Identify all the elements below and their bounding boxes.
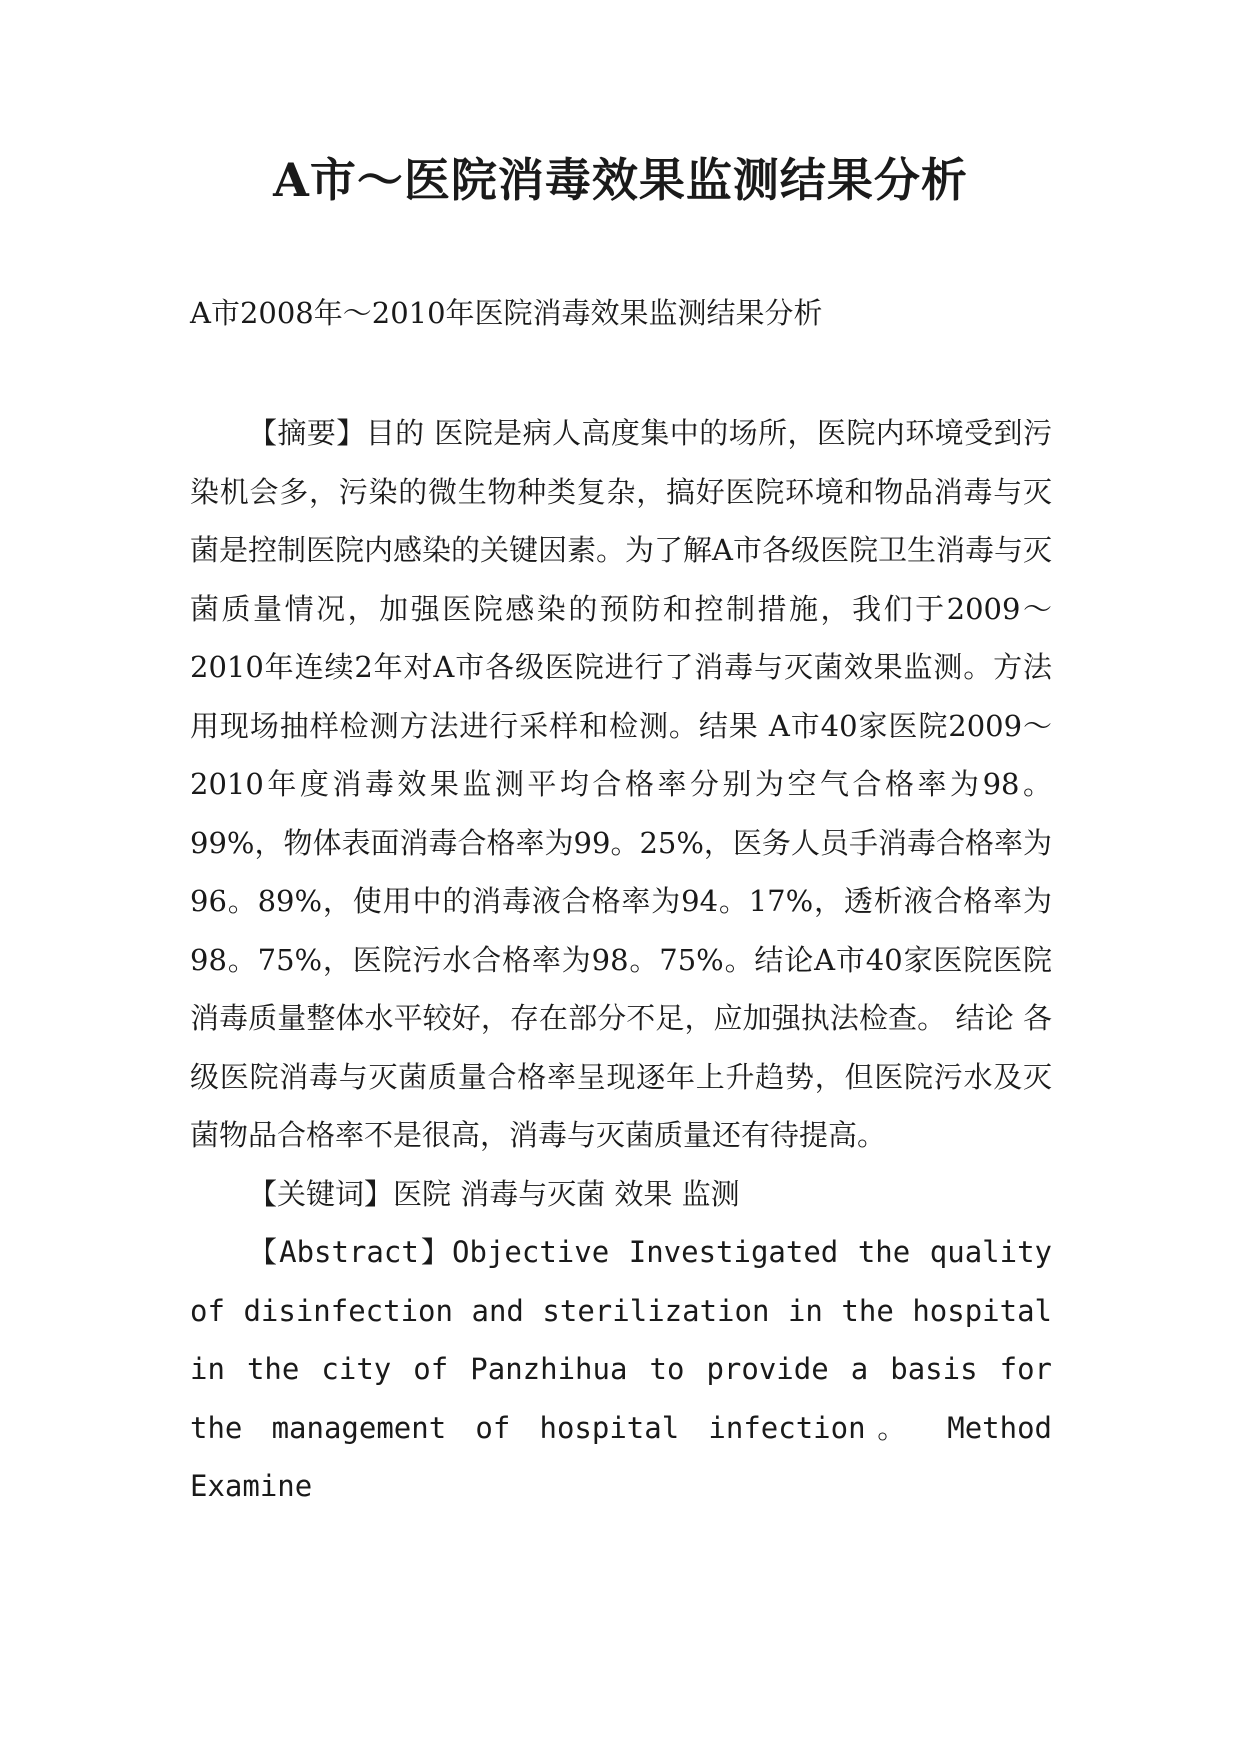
abstract-paragraph-cn: 【摘要】目的 医院是病人高度集中的场所，医院内环境受到污染机会多，污染的微生物种类复杂，搞好医院环境和物品消毒与灭菌是控制医院内感染的关键因素。为了解A市各级医院卫生消毒与灭菌质量情况，加强医院感染的预防和控制措施，我们于2009～2010年连续2年对A市各级医院进行了消毒与灭菌效果监测。方法 用现场抽样检测方法进行采样和检测。结果 A市40家医院2009～2010年度消毒效果监测平均合格率分别为空气合格率为98。99%，物体表面消毒合格率为99。25%，医务人员手消毒合格率为96。89%，使用中的消毒液合格率为94。17%，透析液合格率为98。75%，医院污水合格率为98。75%。结论A市40家医院医院消毒质量整体水平较好，存在部分不足，应加强执法检查。 结论 各级医院消毒与灭菌质量合格率呈现逐年上升趋势，但医院污水及灭菌物品合格率不是很高，消毒与灭菌质量还有待提高。 — [190, 416, 1052, 1152]
keywords-paragraph-cn: 【关键词】医院 消毒与灭菌 效果 监测 — [248, 1176, 740, 1211]
document-title: A市～医院消毒效果监测结果分析 — [273, 153, 968, 207]
document-body — [190, 404, 1052, 1516]
abstract-paragraph-en: 【Abstract】Objective Investigated the quality of disinfection and sterilization in the hospital in the city of Panzhihua to provide a basis for the management of hospital infection。 Method Examine — [190, 1235, 1052, 1503]
document-subtitle: A市2008年～2010年医院消毒效果监测结果分析 — [190, 296, 823, 330]
